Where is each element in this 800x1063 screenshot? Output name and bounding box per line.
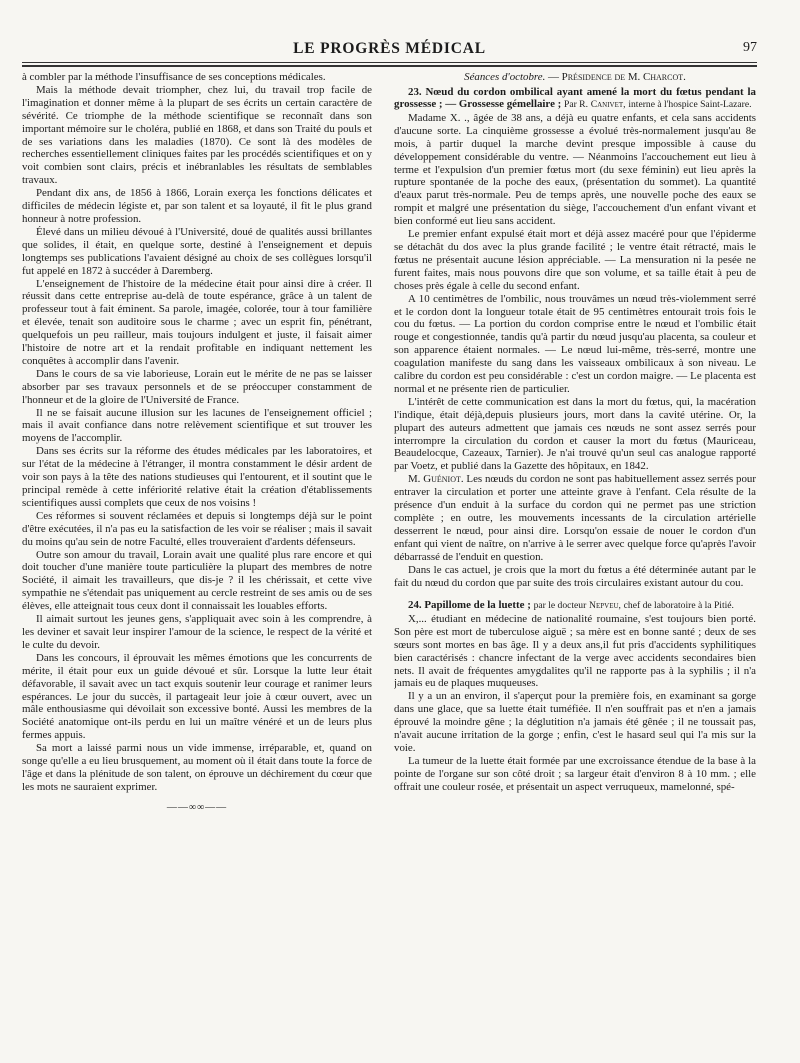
paragraph: Il y a un an environ, il s'aperçut pour la première fois, en examinant sa gorge dans une glace, que sa luette était tuméfiée. Il n'en souffrait pas et n'en a jamais éprouvé la moindre gêne ; la déglutition n'a jamais été gênée ; il ne toussait pas, n'avait aucune irritation de la gorge ; enfin, c'est le hasard seul qui l'a mis sur la voie. <box>394 690 756 754</box>
paragraph: Il ne se faisait aucune illusion sur les lacunes de l'enseignement officiel ; mais il avait confiance dans notre relèvement scientifique et sut trouver les moyens de l'accomplir. <box>22 406 372 445</box>
article-number: 23. <box>408 85 422 98</box>
article-affiliation: chef de laboratoire à la Pitié. <box>623 600 734 612</box>
paragraph: Madame X. ., âgée de 38 ans, a déjà eu quatre enfants, et cela sans accidents d'aucune sorte. La cinquième grossesse a évolué très-normalement jusqu'au 8e mois, à partir duquel la marche devint presque impossible à cause du développement considérable du ventre. — Néanmoins l'accouchement eut lieu à terme et l'expulsion d'un premier fœtus mort (du sexe féminin) eut lieu après la rupture spontanée de la poche des eaux, (présentation du sommet). La quantité d'eaux parut très-normale. Peu de temps après, une nouvelle poche des eaux se rompit et malgré une présentation du siège, l'accouchement d'un enfant vivant et bien conformé eut lieu sans accident. <box>394 111 756 228</box>
article-title: Nœud du cordon ombilical ayant amené la mort du fœtus pendant la grossesse ; — Grossesse gémellaire ; <box>394 85 756 111</box>
article-affiliation: interne à l'hospice Saint-Lazare. <box>628 99 752 111</box>
discussion-paragraph <box>394 473 756 563</box>
article-24-heading <box>394 599 756 613</box>
paragraph: Mais la méthode devait triompher, chez lui, du travail trop facile de l'imagination et donner même à la plupart de ses écrits un certain caractère de sévérité. Ce triomphe de la méthode scientifique se reconnaît dans son important mémoire sur le choléra, publié en 1868, et dans son Traité du pouls et de ses variations dans les maladies (1870). Ce sont là des modèles de recherches essentiellement cliniques faites par les procédés scientifiques et on y voit combien sont clairs, précis et inébranlables les résultats de semblables travaux. <box>22 83 372 187</box>
paragraph: Sa mort a laissé parmi nous un vide immense, irréparable, et, quand on songe qu'elle a eu lieu brusquement, au moment où il était dans toute la force de l'âge et dans la plénitude de son talent, on éprouve un déchirement du cœur que les mots ne sauraient exprimer. <box>22 742 372 793</box>
article-number: 24. <box>408 599 422 612</box>
paragraph: Dans le cas actuel, je crois que la mort du fœtus a été déterminée autant par le fait du nœud du cordon que par suite des trois circulaires existant autour du cou. <box>394 563 756 589</box>
end-ornament: ——∞∞—— <box>166 801 228 813</box>
paragraph: Dans le cours de sa vie laborieuse, Lorain eut le mérite de ne pas se laisser absorber par ses travaux personnels et de se préoccuper constamment de l'honneur et de la gloire de l'Université de France. <box>22 367 372 406</box>
article-author: Canivet, <box>590 99 626 111</box>
paragraph: L'intérêt de cette communication est dans la mort du fœtus, qui, la macération l'indique, était déjà,depuis plusieurs jours, mort dans la cavité utérine. Or, la plupart des auteurs admettent que jamais ces nœuds ne sont assez serrés pour interrompre la circulation du cordon et causer la mort du fœtus (Mauriceau, Beaudelocque, Cazeaux, Tarnier). Je n'ai trouvé qu'un seul cas analogue rapporté par Voetz, et publié dans la Gazette des hôpitaux, en 1842. <box>394 395 756 473</box>
paragraph: L'enseignement de l'histoire de la médecine était pour ainsi dire à créer. Il réussit dans cette entreprise au-delà de toute espérance, grâce à un talent de professeur tout à fait éminent. Sa parole, imagée, colorée, tour à tour familière et élevée, tenait son auditoire sous le charme ; avec un esprit fin, pénétrant, quelquefois un peu railleur, mais toujours indulgent et juste, il faisait aimer l'histoire de notre art et la rendait profitable en indiquant nettement les conquêtes à accomplir dans l'avenir. <box>22 277 372 367</box>
header-rule-thick <box>22 65 757 67</box>
section-spacer <box>394 589 756 599</box>
page-number: 97 <box>743 40 757 55</box>
paragraph: Dans les concours, il éprouvait les mêmes émotions que les concurrents de mérite, il était pour eux un guide dévoué et sûr. Lorsque la lutte leur était défavorable, il savait avec un tact exquis soutenir leur courage et ranimer leurs espérances. Le jour du succès, il partageait leur joie à cœur ouvert, avec un mâle enthousiasme qui dévoilait son excessive bonté. Aussi les membres de la Société anatomique ont-ils perdu en lui un maître vénéré et un de leurs plus fermes appuis. <box>22 651 372 742</box>
paragraph: A 10 centimètres de l'ombilic, nous trouvâmes un nœud très-violemment serré et le cordon dont la longueur totale était de 95 centimètres entourait trois fois le cou du fœtus. — La portion du cordon comprise entre le nœud et l'ombilic était rouge et congestionnée, tandis qu'à partir du nœud jusqu'au placenta, sa couleur et son apparence étaient normales. — Le nœud lui-même, très-serré, montre une coagulation manifeste du sang dans les vaisseaux ombilicaux à son niveau. Le calibre du cordon est peu considérable : c'est un cordon maigre. — Le placenta est normal et ne présente rien de particulier. <box>394 292 756 395</box>
right-column <box>394 71 756 1056</box>
session-title: Séances d'octobre. <box>464 71 546 83</box>
article-23-heading <box>394 86 756 112</box>
session-presidence: — Présidence de M. Charcot. <box>548 71 686 83</box>
paragraph: Élevé dans un milieu dévoué à l'Université, doué de qualités aussi brillantes que solides, il était, en quelque sorte, destiné à l'enseignement et depuis longtemps ses publications l'avaient désigné au choix de ses collègues lorsqu'il fut appelé en 1872 à succéder à Daremberg. <box>22 225 372 277</box>
article-byline: Par R. <box>564 99 588 111</box>
header-rule-thin <box>22 62 757 63</box>
page-header <box>22 40 757 60</box>
session-header <box>394 71 756 84</box>
paragraph: à combler par la méthode l'insuffisance de ses conceptions médicales. <box>22 71 326 83</box>
paragraph: Il aimait surtout les jeunes gens, s'appliquait avec soin à les comprendre, à les deviner et savait leur inspirer l'amour de la science, le respect de la vérité et le culte du devoir. <box>22 613 372 651</box>
speaker-remark: Les nœuds du cordon ne sont pas habituellement assez serrés pour entraver la circulation et porter une atteinte grave à l'enfant. Cela résulte de la présence d'un enduit à la surface du cordon qui ne permet pas une striction complète ; en outre, les mouvements incessants de la circulation artérielle desserrent le nœud, pour ainsi dire. Lorsqu'on essaie de nouer le cordon d'un enfant qui vient de naître, on n'arrive à le serrer avec quelque force qu'après l'avoir débarrassé de l'enduit en question. <box>394 473 756 563</box>
article-title: Papillome de la luette ; <box>424 599 531 612</box>
paragraph: Le premier enfant expulsé était mort et déjà assez macéré pour que l'épiderme se détachât du dos avec la plus grande facilité ; le ventre était rétracté, mais le fœtus ne présentait aucune lésion appréciable. — La mensuration ni la pesée ne furent faites, mais nous pouvons dire que son volume, et sa taille était à peu de choses près égale à celle du second enfant. <box>394 228 756 292</box>
paragraph: X,... étudiant en médecine de nationalité roumaine, s'est toujours bien porté. Son père est mort de tuberculose aiguë ; sa mère est en bonne santé ; deux de ses sœurs sont mortes en bas âge. Il y a deux ans,il fut pris d'accidents syphilitiques bien caractérisés : chancre infectant de la verge avec accidents secondaires bien nets. Il avait de fréquentes amygdalites qu'il ne rapporte pas à la syphilis ; il n'a jamais eu de plaques muqueuses. <box>394 612 756 690</box>
paragraph: Ces réformes si souvent réclamées et depuis si longtemps déjà sur le point d'être exécutées, il n'a pas eu la satisfaction de les voir se réaliser ; mais il savait du moins qu'au sein de notre Faculté, elles trouveraient d'ardents défenseurs. <box>22 509 372 548</box>
paragraph: Dans ses écrits sur la réforme des études médicales par les laboratoires, et sur l'état de la médecine à l'étranger, il montra constamment le désir ardent de voir son pays à la tête des nations studieuses qui l'entourent, et il soutint que le principal remède à cette infériorité relative était la création d'établissements scientifiques aussi complets que ceux de nos voisins ! <box>22 445 372 509</box>
article-byline: par le docteur <box>533 600 587 612</box>
paragraph: Outre son amour du travail, Lorain avait une qualité plus rare encore et qui doit toucher d'une manière toute particulière la plupart des membres de notre Société, il aimait les travailleurs, que dis-je ? il les chérissait, et cette vive sympathie ne s'étendait pas uniquement au cercle restreint de ses amis ou de ses élèves, elle atteignait tous ceux dont il connaissait les louables efforts. <box>22 548 372 613</box>
paragraph: La tumeur de la luette était formée par une excroissance étendue de la base à la pointe de l'organe sur son côté droit ; sa largeur était d'environ 8 à 10 mm. ; elle offrait une couleur rosée, et présentait un aspect verruqueux, mamelonné, spé- <box>394 754 756 793</box>
speaker-name: M. Guéniot. <box>408 473 464 486</box>
paragraph: Pendant dix ans, de 1856 à 1866, Lorain exerça les fonctions délicates et difficiles de médecin légiste et, par son talent et sa loyauté, il fit le plus grand honneur à notre profession. <box>22 187 372 225</box>
journal-title: LE PROGRÈS MÉDICAL <box>293 40 486 57</box>
article-author: Nepveu, <box>589 600 621 612</box>
left-column <box>22 71 372 1041</box>
